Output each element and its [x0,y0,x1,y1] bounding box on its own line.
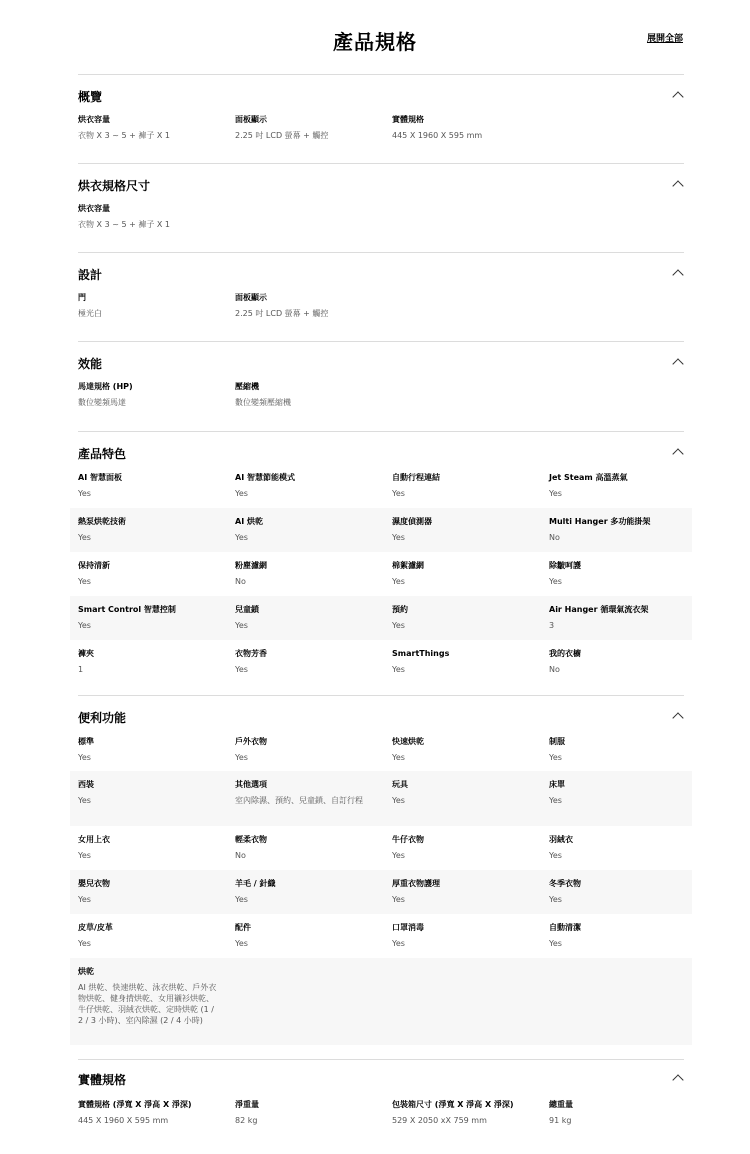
spec-item [235,922,375,949]
spec-item [78,604,218,631]
spec-value: Yes [78,939,91,948]
chevron-up-icon[interactable] [672,712,683,723]
spec-item [235,560,375,587]
section-title[interactable]: 實體規格 [78,1073,127,1087]
spec-value: Yes [549,895,562,904]
spec-row [70,114,692,142]
spec-label: 玩具 [392,780,408,789]
divider [78,341,684,342]
spec-label: 我的衣櫥 [549,649,581,658]
spec-label: 嬰兒衣物 [78,879,110,888]
spec-value: Yes [549,851,562,860]
section-features [78,431,684,695]
chevron-up-icon[interactable] [672,91,683,102]
spec-label: 兒童鎖 [235,605,259,614]
spec-item [235,648,375,675]
spec-item [392,878,532,905]
spec-label: 保持清新 [78,561,110,570]
spec-row [70,596,692,640]
spec-item [78,381,218,408]
spec-row [70,292,692,320]
spec-label: 輕柔衣物 [235,835,267,844]
spec-item [392,472,532,499]
spec-item [78,560,218,587]
spec-value: Yes [549,489,562,498]
spec-row [70,464,692,508]
spec-label: 衣物芳香 [235,649,267,658]
spec-value: Yes [235,895,248,904]
spec-value: 529 X 2050 xX 759 mm [392,1116,487,1125]
spec-label: 制服 [549,737,565,746]
spec-row [70,958,692,1045]
section-physical [78,1059,684,1149]
section-title[interactable]: 效能 [78,357,103,371]
chevron-up-icon[interactable] [672,358,683,369]
spec-value: Yes [235,939,248,948]
spec-label: 實體規格 (淨寬 X 淨高 X 淨深) [78,1100,192,1109]
spec-item [78,779,218,806]
spec-value: Yes [549,753,562,762]
spec-item [392,922,532,949]
spec-item [549,736,689,763]
spec-item [392,1099,532,1126]
spec-row [70,508,692,552]
spec-row [70,728,692,771]
divider [78,695,684,696]
spec-label: 快速烘乾 [392,737,424,746]
chevron-up-icon[interactable] [672,1074,683,1085]
spec-value: 數位變頻馬達 [78,398,126,407]
spec-value: Yes [235,621,248,630]
chevron-up-icon[interactable] [672,180,683,191]
spec-item [549,516,689,543]
spec-item [235,114,375,141]
chevron-up-icon[interactable] [672,269,683,280]
spec-label: 壓縮機 [235,382,259,391]
spec-label: 烘衣容量 [78,115,110,124]
spec-item [78,516,218,543]
spec-label: 實體規格 [392,115,424,124]
spec-item [549,604,689,631]
section-convenience [78,695,684,1059]
spec-value: 445 X 1960 X 595 mm [392,131,483,140]
spec-label: Air Hanger 循環氣流衣架 [549,605,649,614]
spec-value: Yes [78,895,91,904]
spec-value: 3 [549,621,555,630]
spec-item [392,604,532,631]
spec-item [392,648,532,675]
spec-label: 口罩消毒 [392,923,424,932]
spec-label: 預約 [392,605,408,614]
spec-item [235,472,375,499]
spec-row [70,914,692,958]
spec-item [549,648,689,675]
spec-label: 羽絨衣 [549,835,573,844]
spec-row [70,1099,692,1127]
spec-value: No [235,851,246,860]
spec-value: Yes [392,796,405,805]
divider [78,163,684,164]
spec-label: 羊毛 / 針織 [235,879,276,888]
spec-row [70,870,692,914]
spec-item [78,1099,218,1126]
spec-label: 除皺呵護 [549,561,581,570]
spec-item [78,966,218,1026]
section-title[interactable]: 產品特色 [78,447,127,461]
spec-row [70,826,692,870]
spec-label: AI 智慧面板 [78,473,122,482]
section-overview [78,74,684,164]
spec-label: 皮草/皮革 [78,923,113,932]
spec-value: Yes [549,939,562,948]
spec-label: 面板顯示 [235,115,267,124]
spec-value: Yes [235,489,248,498]
spec-item [549,560,689,587]
spec-label: Smart Control 智慧控制 [78,605,176,614]
spec-row [70,640,692,684]
spec-label: 自動行程連結 [392,473,440,482]
spec-label: 總重量 [549,1100,573,1109]
spec-label: 棉絮濾網 [392,561,424,570]
spec-item [78,648,218,675]
spec-item [78,292,218,319]
spec-label: 褲夾 [78,649,94,658]
spec-label: AI 烘乾 [235,517,263,526]
spec-value: Yes [235,665,248,674]
spec-item [78,736,218,763]
spec-value: 衣物 X 3 ~ 5 + 褲子 X 1 [78,131,170,140]
spec-label: 其他選項 [235,780,267,789]
spec-item [78,114,218,141]
spec-label: 厚重衣物護理 [392,879,440,888]
spec-item [549,878,689,905]
spec-value: Yes [392,665,405,674]
spec-value: No [549,665,560,674]
spec-value: AI 烘乾、快速烘乾、泳衣烘乾、戶外衣物烘乾、健身揹烘乾、女用襯衫烘乾、牛仔烘乾、羽絨衣烘乾、定時烘乾 (1 / 2 / 3 小時)、室內除濕 (2 / 4 小時) [78,983,217,1025]
spec-item [235,1099,375,1126]
section-dry-size [78,163,684,253]
spec-label: 自動清潔 [549,923,581,932]
spec-value: Yes [392,577,405,586]
section-title[interactable]: 設計 [78,268,103,282]
spec-value: 82 kg [235,1116,258,1125]
section-title[interactable]: 概覽 [78,90,103,104]
spec-label: SmartThings [392,649,450,658]
spec-row [70,203,692,231]
section-title[interactable]: 烘衣規格尺寸 [78,179,151,193]
spec-value: Yes [78,753,91,762]
spec-item [392,516,532,543]
spec-item [78,878,218,905]
spec-value: 91 kg [549,1116,572,1125]
spec-value: 2.25 吋 LCD 螢幕 + 觸控 [235,131,329,140]
spec-label: 濕度偵測器 [392,517,432,526]
spec-value: Yes [78,533,91,542]
spec-value: Yes [392,489,405,498]
section-title[interactable]: 便利功能 [78,711,127,725]
spec-label: AI 智慧節能模式 [235,473,295,482]
spec-value: 室內除濕、預約、兒童鎖、自訂行程 [235,796,363,805]
spec-value: No [549,533,560,542]
spec-label: 床單 [549,780,565,789]
spec-label: 女用上衣 [78,835,110,844]
spec-label: 戶外衣物 [235,737,267,746]
spec-item [78,472,218,499]
spec-value: Yes [392,533,405,542]
spec-item [235,834,375,861]
spec-item [392,736,532,763]
spec-value: 數位變頻壓縮機 [235,398,291,407]
spec-item [549,922,689,949]
spec-value: Yes [392,895,405,904]
spec-value: Yes [549,796,562,805]
spec-item [235,878,375,905]
spec-value: Yes [549,577,562,586]
spec-value: Yes [392,753,405,762]
spec-label: 淨重量 [235,1100,259,1109]
chevron-up-icon[interactable] [672,448,683,459]
spec-label: 配件 [235,923,251,932]
spec-item [549,472,689,499]
spec-label: 烘衣容量 [78,204,110,213]
spec-label: Multi Hanger 多功能掛架 [549,517,651,526]
spec-value: Yes [235,753,248,762]
spec-value: Yes [392,621,405,630]
spec-item [392,834,532,861]
spec-item [235,381,375,408]
expand-all-link[interactable]: 展開全部 [646,34,683,44]
spec-label: 烘乾 [78,967,94,976]
spec-row [70,552,692,596]
spec-label: Jet Steam 高溫蒸氣 [549,473,628,482]
divider [78,431,684,432]
spec-value: 極光白 [78,309,102,318]
spec-value: Yes [392,851,405,860]
spec-label: 冬季衣物 [549,879,581,888]
section-performance [78,341,684,431]
spec-item [549,1099,689,1126]
spec-value: Yes [78,621,91,630]
spec-value: Yes [78,489,91,498]
spec-label: 面板顯示 [235,293,267,302]
spec-value: Yes [78,851,91,860]
section-design [78,252,684,342]
spec-label: 包裝箱尺寸 (淨寬 X 淨高 X 淨深) [392,1100,514,1109]
spec-value: 2.25 吋 LCD 螢幕 + 觸控 [235,309,329,318]
spec-item [392,114,532,141]
spec-value: Yes [78,577,91,586]
spec-item [235,779,375,806]
spec-row [70,381,692,409]
spec-item [78,203,218,230]
spec-value: Yes [392,939,405,948]
spec-label: 熱泵烘乾技術 [78,517,126,526]
spec-label: 門 [78,293,86,302]
spec-label: 粉塵濾網 [235,561,267,570]
spec-value: No [235,577,246,586]
spec-item [392,560,532,587]
spec-value: Yes [235,533,248,542]
spec-label: 牛仔衣物 [392,835,424,844]
divider [78,74,684,75]
page-title: 產品規格 [333,30,417,54]
spec-value: 衣物 X 3 ~ 5 + 褲子 X 1 [78,220,170,229]
spec-label: 西裝 [78,780,94,789]
spec-value: 1 [78,665,84,674]
spec-item [392,779,532,806]
spec-item [549,834,689,861]
spec-value: Yes [78,796,91,805]
spec-item [235,516,375,543]
divider [78,1059,684,1060]
spec-row [70,771,692,826]
spec-item [235,292,375,319]
spec-item [235,604,375,631]
spec-label: 馬達規格 (HP) [78,382,133,391]
spec-label: 標準 [78,737,94,746]
spec-item [549,779,689,806]
spec-item [78,922,218,949]
spec-value: 445 X 1960 X 595 mm [78,1116,169,1125]
spec-item [235,736,375,763]
spec-item [78,834,218,861]
divider [78,252,684,253]
